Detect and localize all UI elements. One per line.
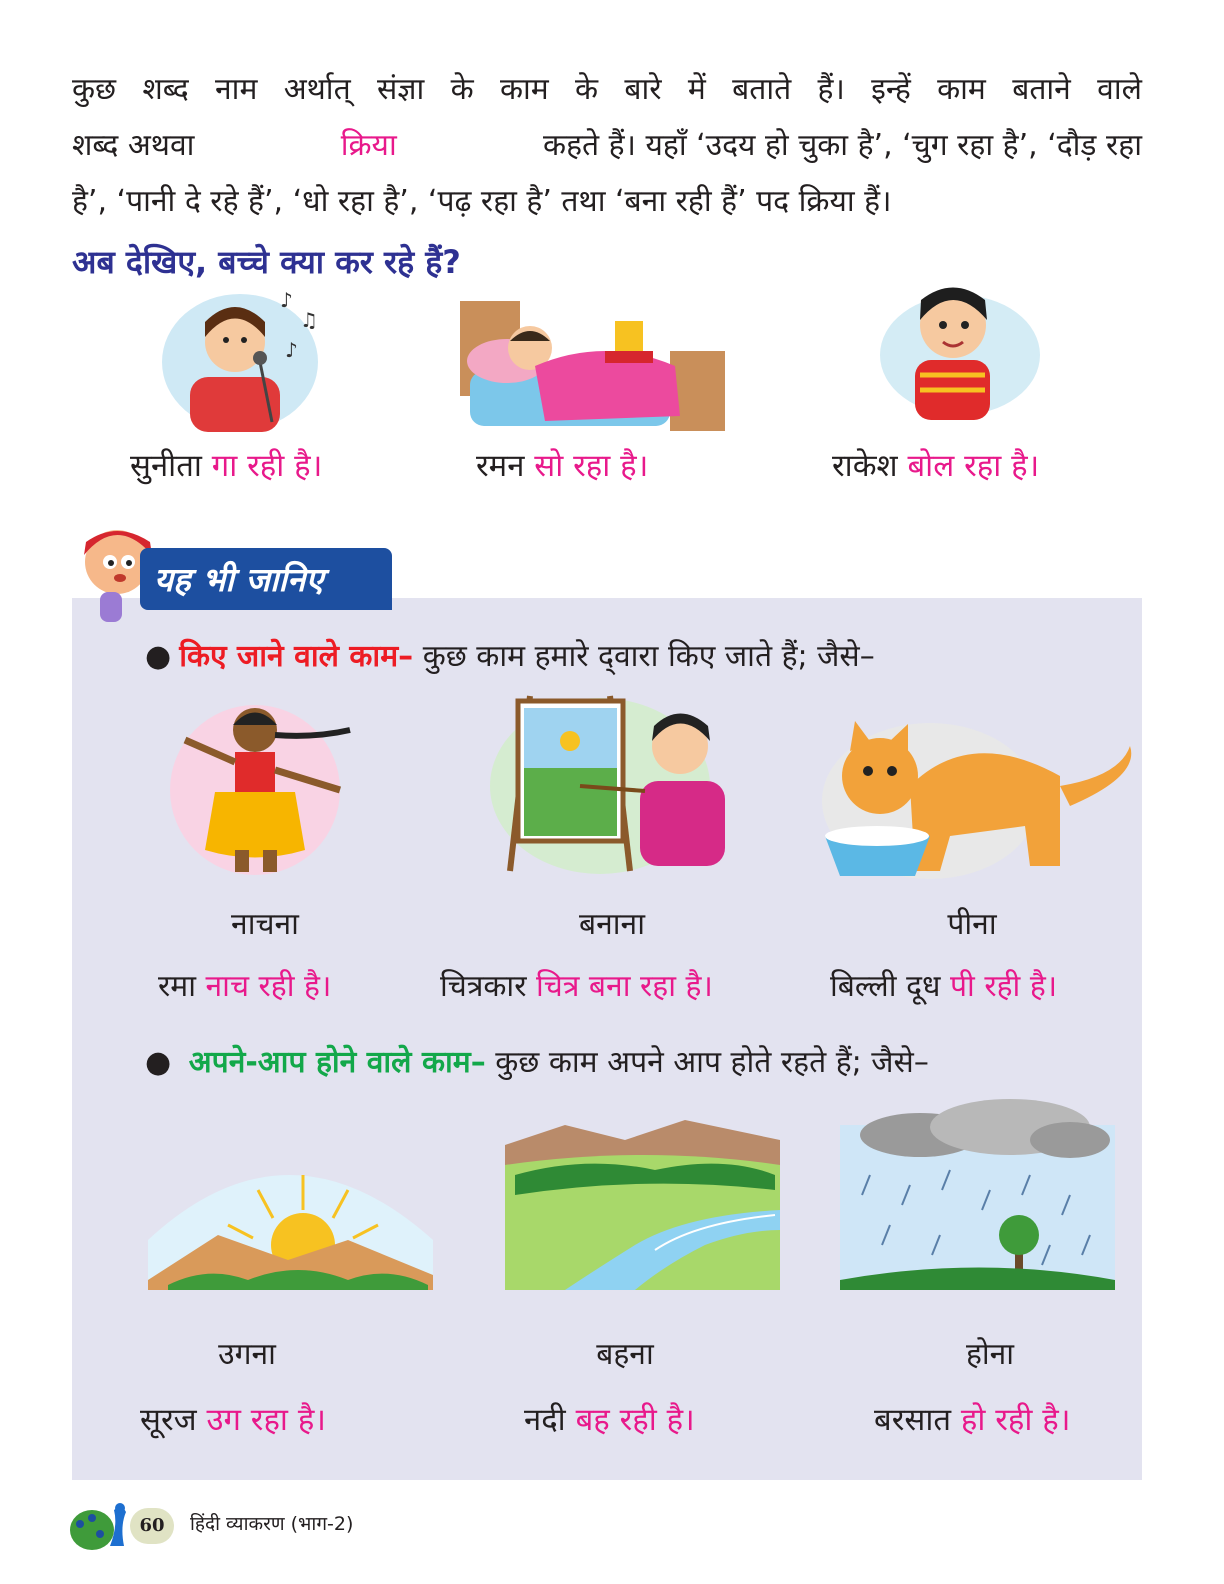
intro-word: बारे	[624, 72, 662, 107]
svg-text:♫: ♫	[300, 308, 318, 332]
example-verb: उग रहा है।	[206, 1402, 327, 1438]
example-subject: चित्रकार	[440, 969, 527, 1004]
example-verb: बह रही है।	[575, 1402, 695, 1438]
info-box-title-badge	[140, 548, 392, 610]
intro-word: शब्द	[142, 72, 189, 107]
river-illustration	[505, 1115, 780, 1290]
intro-word: हैं।	[817, 72, 845, 107]
boy-sleeping-illustration	[455, 296, 730, 436]
bullet-icon: ●	[145, 1045, 172, 1080]
intro-word: संज्ञा	[377, 72, 425, 107]
section1-caption-1	[158, 964, 331, 1005]
intro-word: नाम	[215, 72, 258, 107]
verb-word: नाचना	[231, 907, 299, 942]
example-verb: हो रही है।	[960, 1402, 1071, 1438]
girl-singing-illustration	[160, 282, 330, 432]
example-verb: नाच रही है।	[205, 969, 332, 1004]
page-number: 60	[130, 1508, 174, 1544]
intro-word: इन्हें	[871, 72, 911, 107]
section2-text: कुछ काम अपने आप होते रहते हैं; जैसे–	[495, 1045, 929, 1080]
painter-illustration	[490, 686, 725, 876]
example-subject: सूरज	[140, 1402, 197, 1438]
kriya-term: क्रिया	[340, 128, 397, 163]
intro-word: वाले	[1097, 72, 1142, 107]
example-caption-3	[832, 444, 1039, 486]
section2-line	[145, 1040, 929, 1081]
verb-word: होना	[965, 1337, 1015, 1372]
section1-caption-3	[830, 964, 1057, 1005]
example-subject: बरसात	[874, 1402, 952, 1438]
example-subject: सुनीता	[130, 448, 202, 484]
bullet-icon: ●	[145, 639, 172, 674]
intro-paragraph	[72, 62, 1142, 230]
verb-word: बनाना	[579, 907, 645, 942]
intro-word: के	[450, 72, 474, 107]
section1-caption-2	[440, 964, 713, 1005]
section2-caption-1	[140, 1398, 326, 1440]
intro-word: काम	[937, 72, 986, 107]
svg-text:♪: ♪	[280, 288, 293, 312]
example-verb: गा रही है।	[211, 448, 323, 484]
intro-line-3	[72, 174, 1142, 230]
verb-word: पीना	[947, 907, 997, 942]
sunrise-illustration	[148, 1130, 433, 1290]
section2-heading: अपने-आप होने वाले काम–	[188, 1045, 486, 1080]
rain-illustration	[840, 1095, 1115, 1290]
section-subheading: अब देखिए, बच्चे क्या कर रहे हैं?	[72, 243, 461, 281]
svg-text:♪: ♪	[285, 338, 298, 362]
section1-line	[145, 634, 875, 675]
section2-caption-2	[524, 1398, 695, 1440]
example-subject: रमा	[158, 969, 196, 1004]
verb-word: बहना	[596, 1337, 654, 1372]
intro-line-3-text: है’, ‘पानी दे रहे हैं’, ‘धो रहा है’, ‘पढ़ रहा है’ तथा ‘बना रही हैं’ पद क्रिया हैं।	[72, 184, 892, 219]
intro-word: काम	[499, 72, 549, 107]
intro-line-2	[72, 118, 1142, 174]
intro-word: बताने	[1012, 72, 1071, 107]
intro-word: कुछ	[72, 72, 117, 107]
boy-speaking-illustration	[875, 270, 1050, 425]
example-subject: नदी	[524, 1402, 566, 1438]
girl-dancing-illustration	[155, 690, 360, 880]
section1-text: कुछ काम हमारे द्‌वारा किए जाते हैं; जैसे–	[422, 639, 875, 674]
peacock-logo-icon	[70, 1496, 132, 1554]
example-verb: पी रही है।	[950, 969, 1058, 1004]
example-subject: राकेश	[832, 448, 898, 484]
example-subject: रमन	[476, 448, 525, 484]
example-caption-2	[476, 444, 648, 486]
info-box-title: यह भी जानिए	[154, 560, 324, 599]
intro-word: बताते	[732, 72, 792, 107]
book-title: हिंदी व्याकरण (भाग-2)	[190, 1513, 354, 1535]
intro-line-1	[72, 62, 1142, 118]
section2-caption-3	[874, 1398, 1070, 1440]
cat-drinking-milk-illustration	[820, 706, 1140, 881]
example-verb: बोल रहा है।	[907, 448, 1040, 484]
intro-word: के	[575, 72, 599, 107]
example-verb: सो रहा है।	[534, 448, 649, 484]
intro-line-2-end: कहते हैं। यहाँ ‘उदय हो चुका है’, ‘चुग रहा है’, ‘दौड़ रहा	[543, 128, 1142, 163]
section1-heading: किए जाने वाले काम–	[179, 639, 414, 674]
example-verb: चित्र बना रहा है।	[536, 969, 713, 1004]
example-caption-1	[130, 444, 322, 486]
intro-word: अर्थात्	[283, 72, 351, 107]
verb-word: उगना	[218, 1337, 276, 1372]
intro-word: में	[687, 72, 706, 107]
example-subject: बिल्ली दूध	[830, 969, 941, 1004]
intro-line-2-start: शब्द अथवा	[72, 128, 195, 163]
